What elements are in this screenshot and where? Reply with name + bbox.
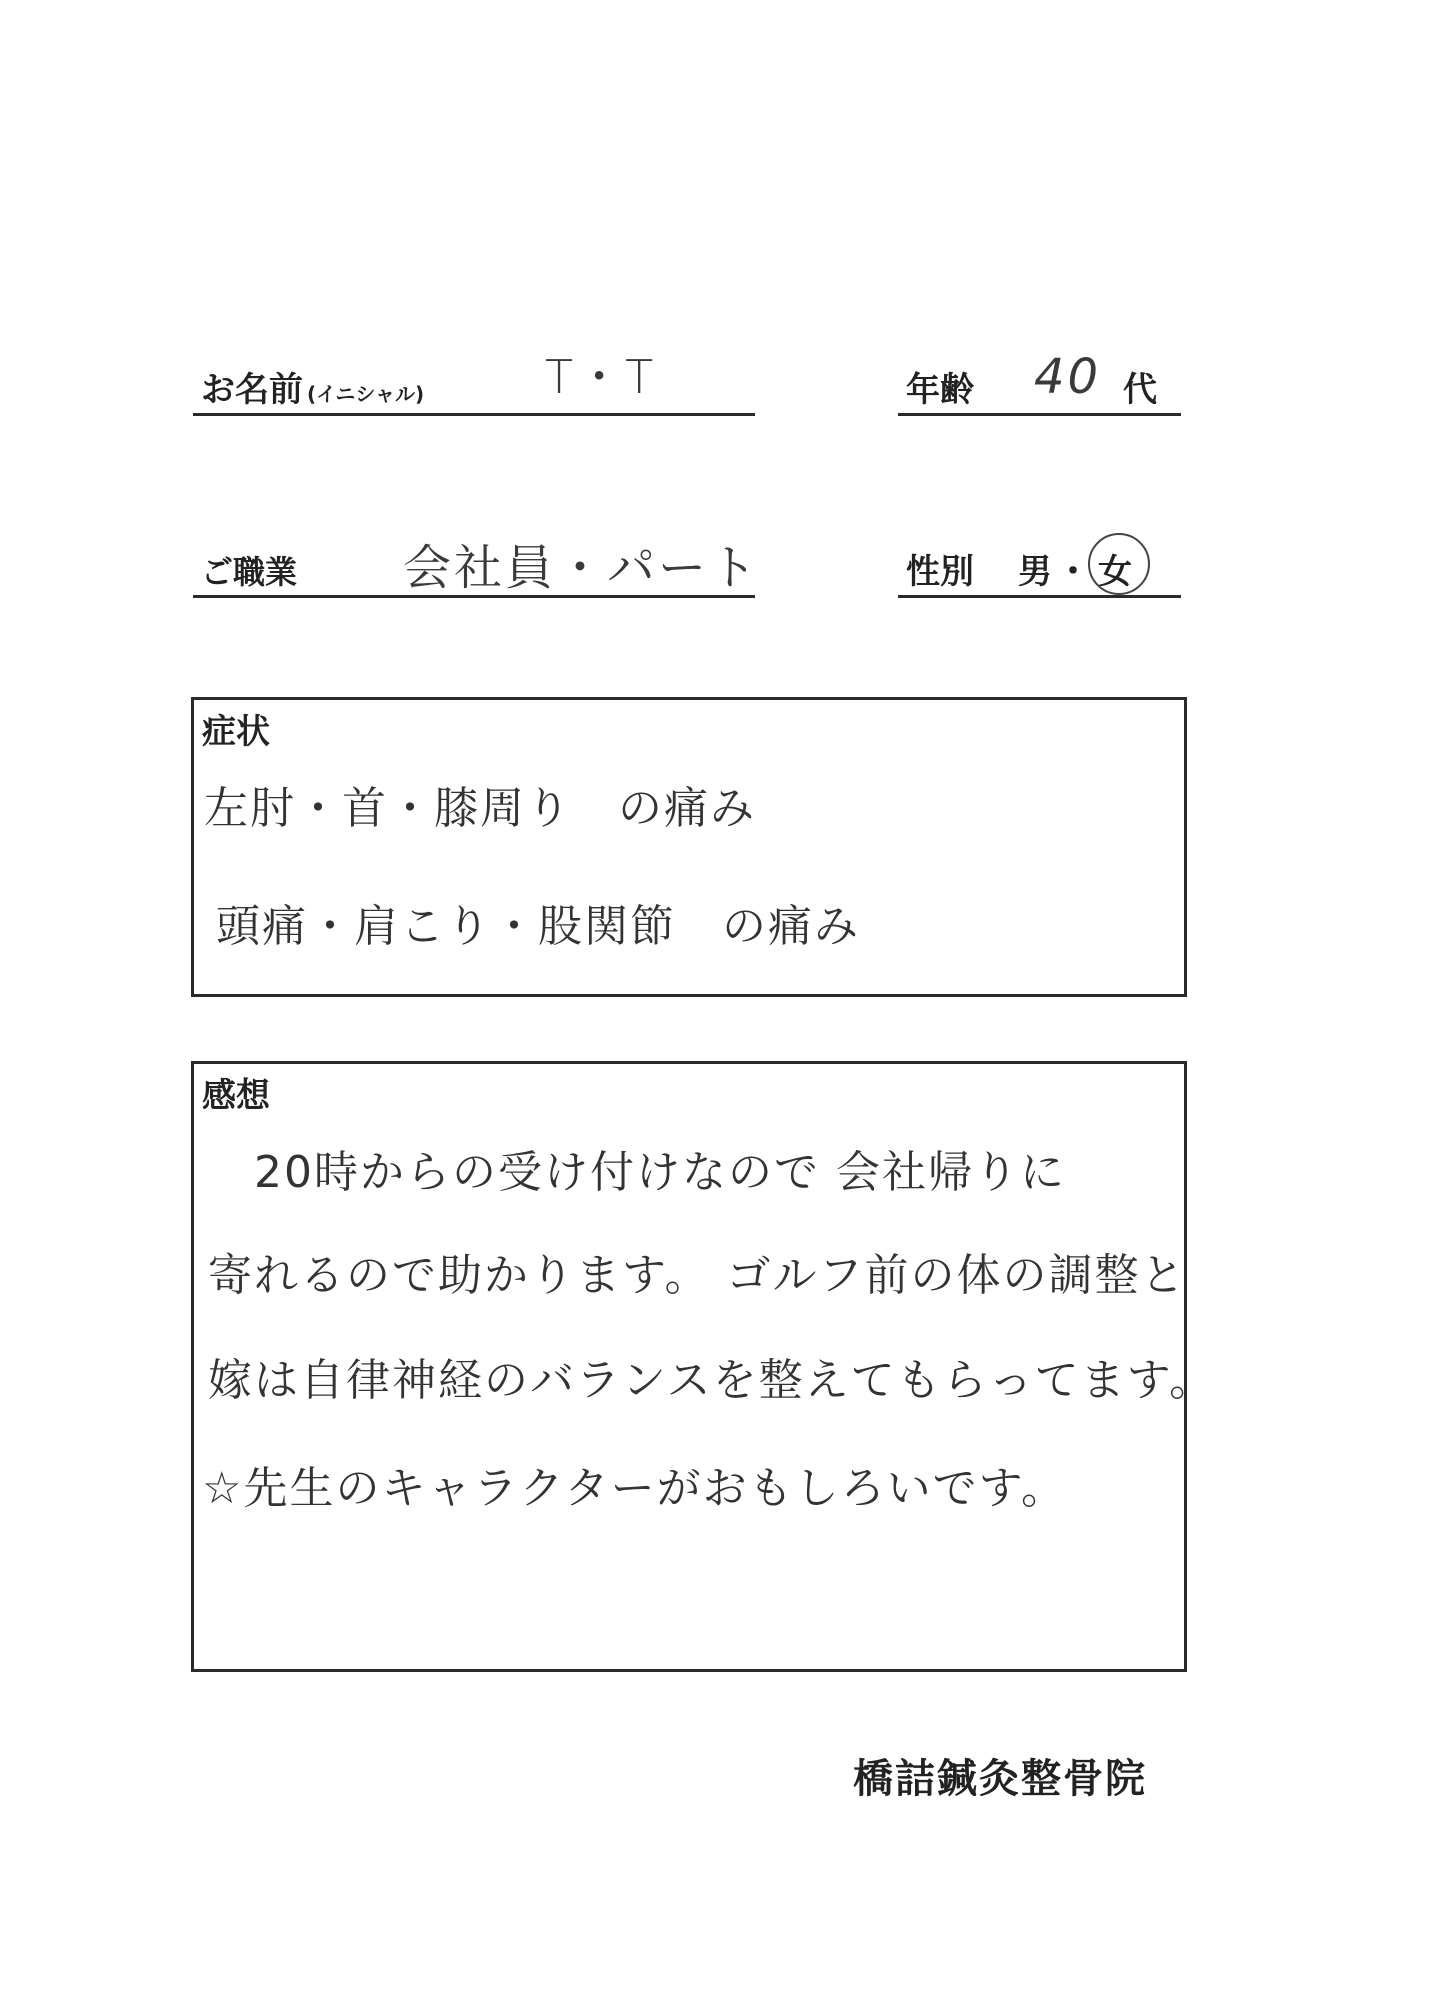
- impressions-box[interactable]: [191, 1061, 1216, 1672]
- symptom-line: 頭痛・肩こり・股関節 の痛み: [216, 901, 860, 952]
- gender-male: 男: [1018, 552, 1052, 592]
- occupation-value: 会社員・パート: [403, 540, 761, 596]
- gender-female: 女: [1098, 552, 1132, 592]
- impression-line: 寄れるので助かります。 ゴルフ前の体の調整と: [208, 1250, 1187, 1301]
- name-label: お名前 (イニシャル): [201, 370, 425, 410]
- name-sub-label: (イニシャル): [307, 382, 425, 406]
- gender-label: 性別: [906, 552, 974, 592]
- occupation-label: ご職業: [201, 553, 298, 591]
- impression-line: ☆先生のキャラクターがおもしろいです。: [202, 1463, 1068, 1514]
- age-value: 40: [1034, 349, 1102, 405]
- occupation-field[interactable]: [193, 535, 761, 598]
- impression-line: 嫁は自律神経のバランスを整えてもらってます。: [208, 1355, 1216, 1406]
- age-field[interactable]: [898, 349, 1181, 416]
- clinic-name: 橋詰鍼灸整骨院: [853, 1756, 1147, 1802]
- gender-separator: ・: [1056, 552, 1090, 592]
- gender-female-circle-mark: [1088, 533, 1150, 595]
- impressions-title: 感想: [202, 1076, 270, 1116]
- symptoms-title: 症状: [202, 712, 270, 752]
- gender-field[interactable]: [898, 535, 1181, 598]
- symptoms-box[interactable]: [191, 697, 1187, 997]
- name-field[interactable]: [193, 350, 755, 416]
- age-label: 年齢: [906, 370, 974, 410]
- name-value: T・T: [545, 350, 657, 404]
- impression-line: 20時からの受け付けなので 会社帰りに: [208, 1147, 1066, 1198]
- age-suffix: 代: [1123, 370, 1157, 410]
- symptom-line: 左肘・首・膝周り の痛み: [204, 783, 756, 834]
